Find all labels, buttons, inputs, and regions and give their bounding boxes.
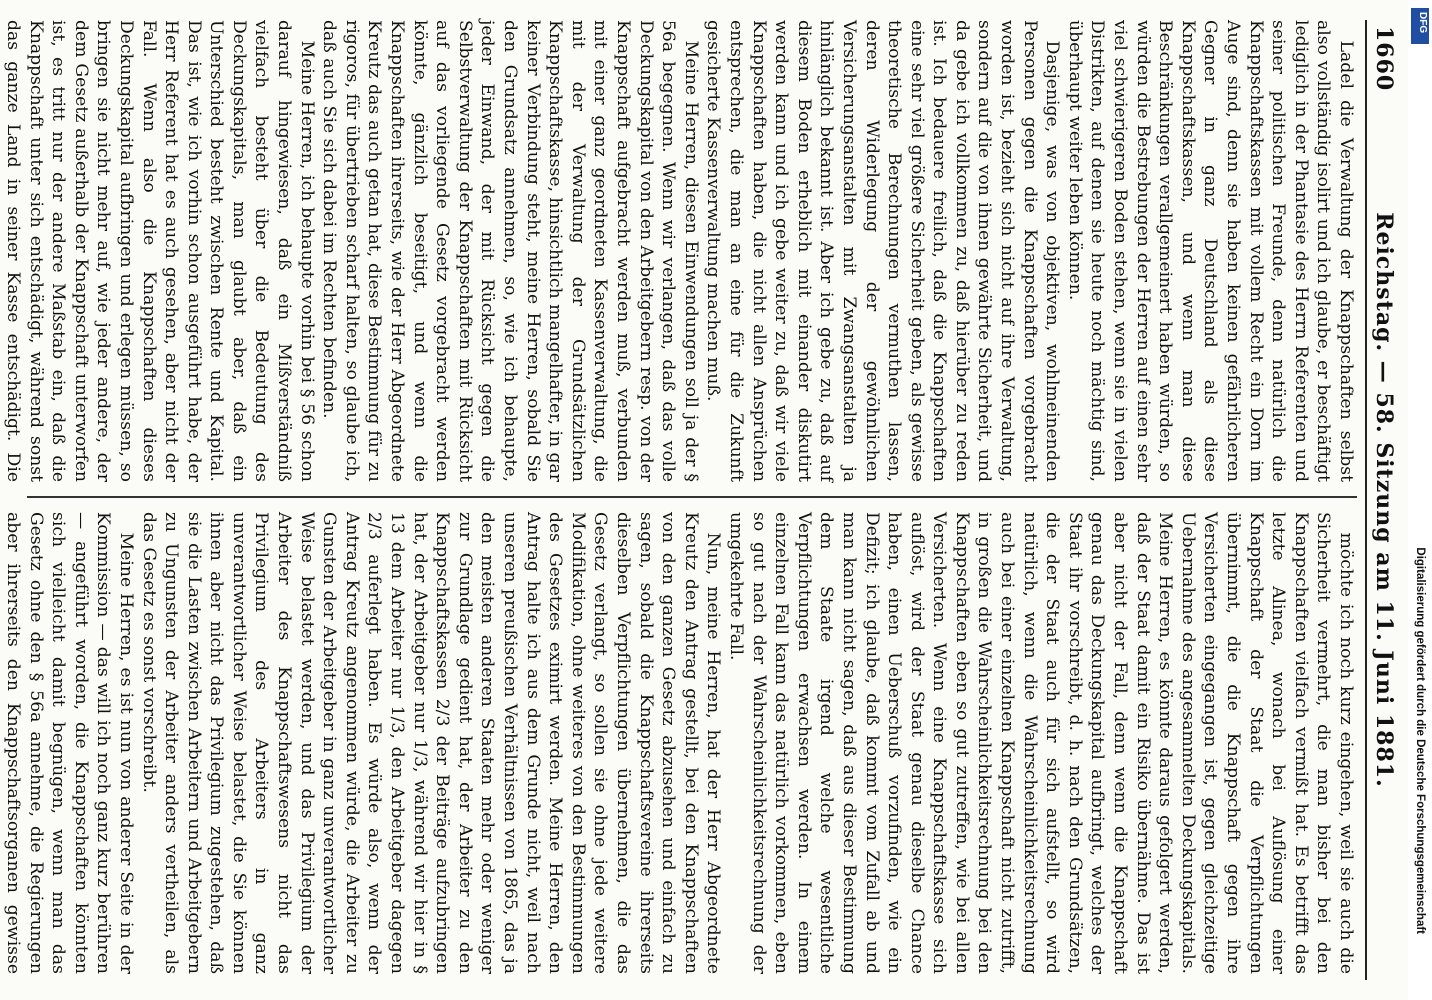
left-column (2, 20, 1357, 482)
dfg-logo (1411, 8, 1429, 44)
paragraph: Nun, meine Herren, hat der Herr Abgeordnete Kreutz den Antrag gestellt, bei den Knappschaften von den ganzen Gesetz abzusehen und einfach zu sagen, sobald die Knappschaftsvereine ihrerseits dieselben Verpflichtungen übernehmen, die das Gesetz verlangt, so sollen sie ohne jede weitere Modifikation, ohne weiteres von den Bestimmungen des Gesetzes eximirt werden. Meine Herren, den Antrag halte ich aus dem Grunde nicht, weil nach unseren preußischen Verhältnissen von 1865, das ja den meisten anderen Staaten mehr oder weniger zur Grundlage gedient hat, der Arbeiter zu den Knappschaftskassen 2/3 der Beiträge aufzubringen hat, der Arbeitgeber nur 1/3, während wir hier in § 13 dem Arbeiter nur 1/3, den Arbeitgeber dagegen 2/3 auferlegt haben. Es würde also, wenn der Antrag Kreutz angenommen würde, die Arbeiter zu Gunsten der Arbeitgeber in ganz unverantwortlicher Weise belastet werden, und das Privilegium der Arbeiter des Knappschaftswesens nicht das Privilegium des Arbeiters in ganz unverantwortlicher Weise belastet, die Sie können ihnen aber nicht das Privilegium zugestehen, daß sie die Lasten zwischen Arbeitern und Arbeitgebern zu Ungunsten der Arbeiter anders vertheilen, als das Gesetz es sonst vorschreibt. (138, 512, 724, 974)
running-head: Reichstag. — 58. Sitzung am 11. Juni 1881. (1371, 212, 1397, 788)
paragraph: Meine Herren, diesen Einwendungen soll ja der § 56a begegnen. Wenn wir verlangen, daß das volle Deckungskapital von den Arbeitgebern resp. von der Knappschaft aufgebracht werden muß, verbunden mit einer ganz geordneten Kassenverwaltung, die mit der Verwaltung der Grundsätzlichen Knappschaftskasse, hinsichtlich mangelhafter, in gar keiner Verbindung steht, meine Herren, sobald Sie den Grundsatz annehmen, so, wie ich behaupte, jeder Einwand, der mit Rücksicht gegen die Selbstverwaltung der Knappschaften mit Rücksicht auf das vorliegende Gesetz vorgebracht werden könnte, gänzlich beseitigt, und wenn die Knappschaften ihrerseits, wie der Herr Abgeordnete Kreutz das auch getan hat, diese Bestimmung für zu rigoros, für übertrieben scharf halten, so glaube ich, daß auch Sie sich dabei im Rechten befinden. (319, 20, 701, 482)
right-column (2, 512, 1357, 974)
digitization-note: Digitalisierung gefördert durch die Deutsche Forschungsgemeinschaft (1414, 547, 1426, 934)
column-divider (27, 496, 1357, 498)
rotated-page-content (2, 20, 1403, 980)
text-columns (2, 20, 1357, 980)
paragraph: Meine Herren, es ist nun von anderer Seite in der Kommission — das will ich noch ganz kurz berühren — angeführt worden, die Knappschaften könnten sich vielleicht damit begnügen, wenn man das Gesetz ohne den § 56a annehme, die Regierungen aber ihrerseits den Knappschaftsorganen gewisse (2, 512, 136, 974)
paragraph: Ladel die Verwaltung der Knappschaften selbst also vollständig isolirt und ich glaube, er beschäftigt lediglich in der Phantasie des Herrn Referenten und seiner politischen Freunde, denn natürlich die Knappschaftskassen mit vollem Recht ein Dorn im Auge sind, denn sie haben keinen gefährlicheren Gegner in ganz Deutschland als diese Knappschaftskassen, und wenn man diese Beschränkungen verallgemeinert haben würden, so würden die Bestrebungen der Herren auf einen sehr viel schwierigeren Boden stehen, wenn sie in vielen Distrikten, auf denen sie heute noch mächtig sind, überhaupt weiter leben können. (1064, 20, 1356, 482)
paragraph: Dasjenige, was von objektiven, wohlmeinenden Personen gegen die Knappschaften vorgebracht worden ist, bezieht sich nicht auf ihre Verwaltung, sondern auf die von ihnen gewährte Sicherheit, und da gebe ich vollkommen zu, daß hierüber zu reden ist. Ich bedauere freilich, daß die Knappschaften eine sehr viel größere Sicherheit geben, als gewisse theoretische Berechnungen vermuthen lassen, deren Widerlegung der gewöhnlichen Versicherungsanstalten mit Zwangsanstalten ja hinlänglich bekannt ist. Aber ich gebe zu, daß auf diesem Boden erheblich mit einander diskutirt werden kann und ich gebe weiter zu, daß wir viele Knappschaften haben, die nicht allen Ansprüchen entsprechen, die man an eine für die Zukunft gesicherte Kassenverwaltung machen muß. (703, 20, 1063, 482)
digitization-note-strip (1408, 0, 1432, 1000)
page-header (1365, 20, 1403, 980)
paragraph: Meine Herren, ich behaupte vorhin bei § 56 schon darauf hingewiesen, daß ein Mißverständniß vielfach besteht über die Bedeutung des Deckungskapitals, man glaubt aber, daß ein Unterschied besteht zwischen Rente und Kapital. Das ist, wie ich vorhin schon ausgeführt habe, der Herr Referent hat es auch gesehen, aber nicht der Fall. Wenn also die Knappschaften dieses Deckungskapital aufbringen und erlegen müssen, so bringen sie nicht mehr auf, wie jeder andere, der dem Gesetz außerhalb der Knappschaft unterworfen ist, es tritt nur der andere Maßstab ein, daß die Knappschaft unter sich entschädigt, während sonst das ganze Land in seiner Kasse entschädigt. Die (2, 20, 317, 482)
page-number: 1660 (1371, 26, 1397, 92)
paragraph: möchte ich noch kurz eingehen, weil sie auch die Sicherheit vermehrt, die man bisher bei den Knappschaften vielfach vermißt hat. Es betrifft das letzte Alinea, wonach bei Auflösung einer Knappschaft der Staat die Verpflichtungen übernimmt, die die Knappschaft gegen ihre Versicherten eingegangen ist, gegen gleichzeitige Uebernahme des angesammelten Deckungskapitals. Meine Herren, es könnte daraus gefolgert werden, daß der Staat damit ein Risiko übernähme. Das ist aber nicht der Fall, denn wenn die Knappschaft genau das Deckungskapital aufbringt, welches der Staat ihr vorschreibt, d. h. nach den Grundsätzen, die der Staat auch für sich aufstellt, so wird natürlich, wenn die Wahrscheinlichkeitsrechnung auch bei einer einzelnen Knappschaft nicht zutrifft, in großen die Wahrscheinlichkeitsrechnung bei den Knappschaften eben so gut zutreffen, wie bei allen Versicherten. Wenn eine Knappschaftskasse sich auflöst, wird der Staat genau dieselbe Chance haben, einen Ueberschuß vorzufinden, wie ein Defizit; ich glaube, daß kommt vom Zufall ab und man kann nicht sagen, daß aus dieser Bestimmung dem Staate irgend welche wesentliche Verpflichtungen erwachsen werden. In einem einzelnen Fall kann das natürlich vorkommen, eben so gut nach der Wahrscheinlichkeitsrechnung der umgekehrte Fall. (725, 512, 1356, 974)
dfg-logo-text: DFG (1417, 12, 1428, 34)
